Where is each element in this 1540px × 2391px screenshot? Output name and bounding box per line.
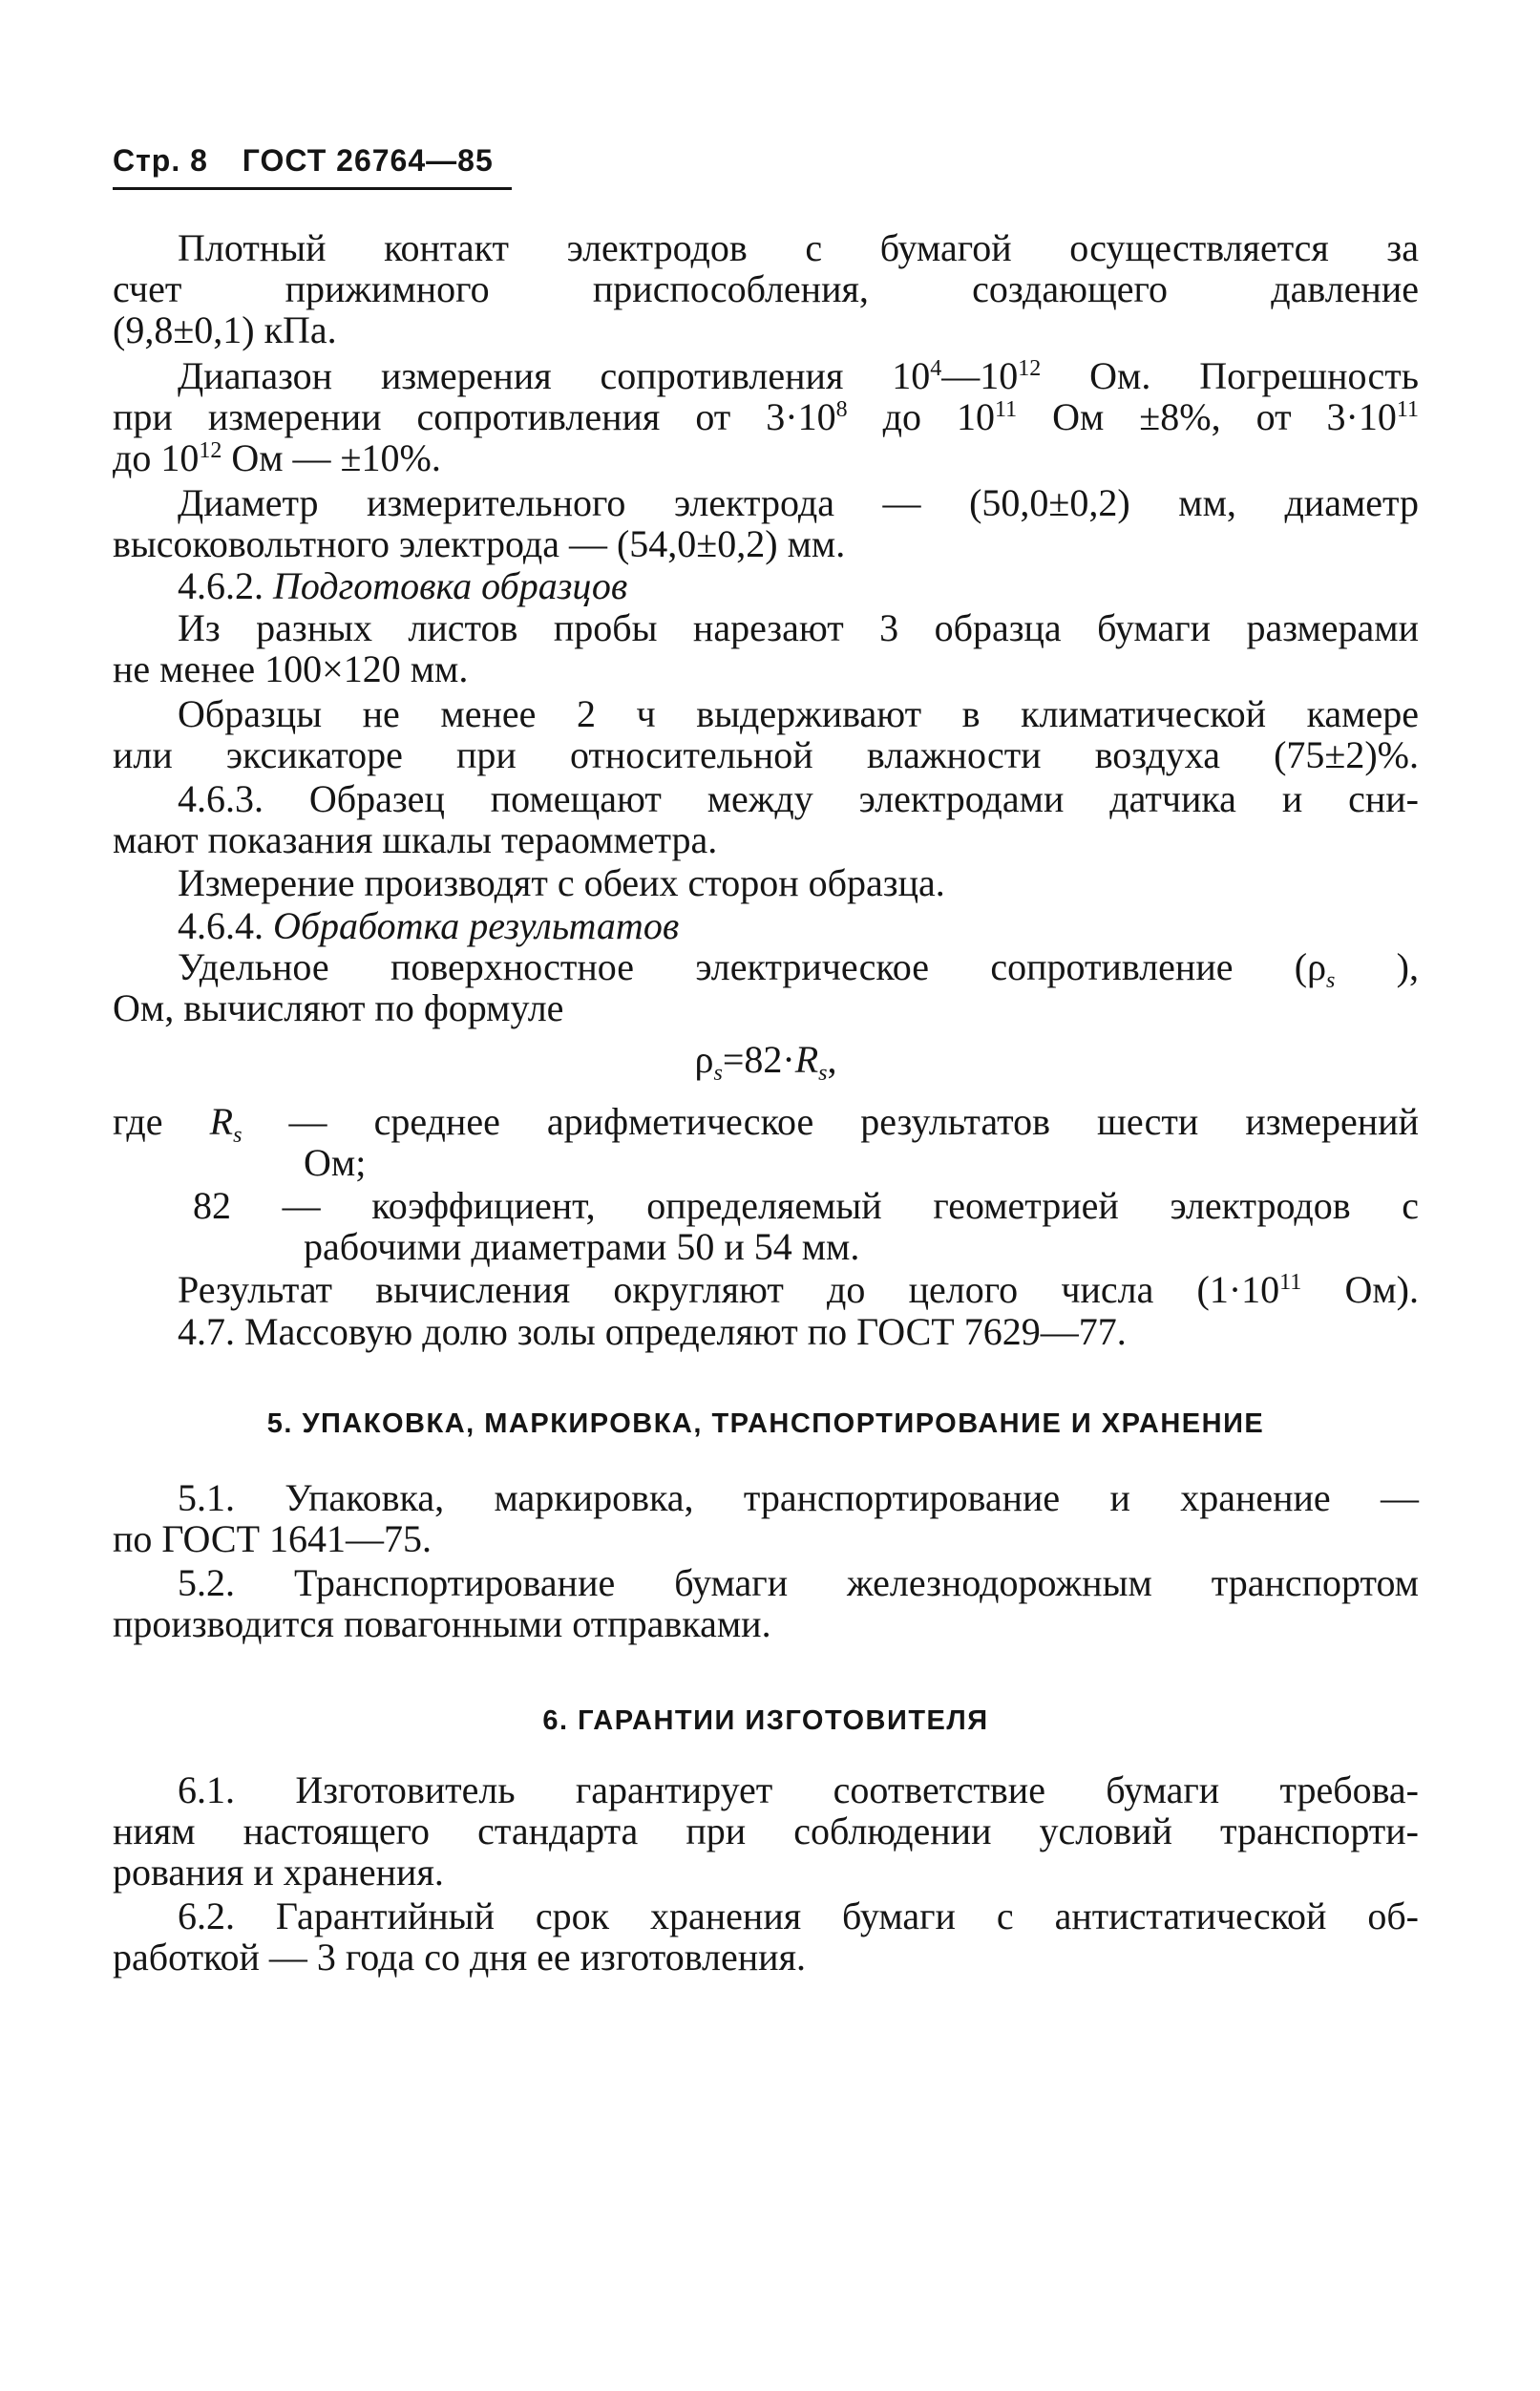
superscript: 12	[1018, 356, 1042, 381]
where-line	[113, 1100, 1419, 1148]
text-line: Ом;	[304, 1141, 367, 1184]
subsection-title	[113, 565, 1419, 607]
text-line: не менее 100×120 мм.	[113, 647, 469, 690]
text-run: Ом).	[1301, 1268, 1419, 1311]
text-line	[113, 355, 1419, 397]
text-line: 5.2. Транспортирование бумаги железнодорожным транспортом	[178, 1561, 1419, 1604]
subsection-title	[113, 905, 1419, 947]
superscript: 11	[1396, 397, 1419, 422]
text-run: до 10	[847, 395, 995, 438]
section-heading: 5. УПАКОВКА, МАРКИРОВКА, ТРАНСПОРТИРОВАНИЕ И ХРАНЕНИЕ	[266, 1408, 1265, 1439]
text-line: 6.2. Гарантийный срок хранения бумаги с антистатической об-	[178, 1894, 1419, 1937]
text-run: — среднее арифметическое результатов шести измерений	[242, 1100, 1419, 1143]
text-run: Ом. Погрешность	[1041, 354, 1419, 397]
superscript: 11	[1279, 1270, 1302, 1295]
text-line: Плотный контакт электродов с бумагой осуществляется за	[178, 226, 1419, 269]
text-line: 4.6.3. Образец помещают между электродами датчика и сни-	[178, 777, 1419, 820]
text-line: мают показания шкалы тераомметра.	[113, 818, 718, 861]
text-run: Диапазон измерения сопротивления 10	[178, 354, 931, 397]
formula-tail: ,	[827, 1038, 837, 1081]
section-heading: 6. ГАРАНТИИ ИЗГОТОВИТЕЛЯ	[542, 1705, 989, 1736]
superscript: 11	[994, 397, 1018, 422]
text-run: где	[113, 1100, 163, 1143]
text-line: рабочими диаметрами 50 и 54 мм.	[304, 1225, 860, 1268]
text-line: Ом, вычисляют по формуле	[113, 986, 564, 1029]
text-line: 82 — коэффициент, определяемый геометрией электродов с	[193, 1184, 1419, 1227]
subsection-name: Подготовка образцов	[273, 564, 628, 607]
text-line: 4.7. Массовую долю золы определяют по ГОСТ 7629—77.	[178, 1310, 1127, 1353]
subscript: s	[818, 1061, 828, 1086]
text-line: (9,8±0,1) кПа.	[113, 308, 337, 351]
text-line: по ГОСТ 1641—75.	[113, 1517, 432, 1560]
text-line: Измерение производят с обеих сторон образца.	[178, 861, 945, 904]
superscript: 4	[930, 356, 942, 381]
page-number: Стр. 8	[113, 143, 208, 178]
text-line: или эксикаторе при относительной влажности воздуха (75±2)%.	[113, 733, 1419, 776]
text-line: Из разных листов пробы нарезают 3 образца бумаги размерами	[178, 606, 1419, 649]
formula-symbol: ρ	[694, 1038, 714, 1081]
superscript: 8	[835, 397, 848, 422]
text-run: Ом ±8%, от 3·10	[1017, 395, 1397, 438]
text-run: при измерении сопротивления от 3·10	[113, 395, 836, 438]
page-header	[113, 143, 494, 179]
subscript: s	[713, 1061, 723, 1086]
text-run: —10	[941, 354, 1019, 397]
standard-code: ГОСТ 26764—85	[242, 143, 494, 178]
formula-variable: R	[794, 1038, 819, 1081]
superscript: 12	[199, 438, 222, 463]
text-run: ),	[1335, 945, 1419, 988]
text-line: 6.1. Изготовитель гарантирует соответствие бумаги требова-	[178, 1768, 1419, 1811]
subsection-name: Обработка результатов	[273, 904, 680, 947]
text-line: Образцы не менее 2 ч выдерживают в климатической камере	[178, 692, 1419, 735]
text-line: счет прижимного приспособления, создающего давление	[113, 267, 1419, 310]
subsection-number: 4.6.4.	[178, 904, 264, 947]
text-line	[113, 396, 1419, 438]
variable: R	[209, 1100, 234, 1143]
subscript: s	[233, 1123, 243, 1148]
text-run: Удельное поверхностное электрическое сопротивление (ρ	[178, 945, 1327, 988]
header-rule	[113, 187, 512, 190]
formula-body: =82·	[722, 1038, 795, 1081]
text-run: Ом — ±10%.	[222, 436, 441, 479]
text-line: производится повагонными отправками.	[113, 1602, 771, 1645]
text-line	[113, 1269, 1419, 1311]
text-line	[113, 437, 1419, 479]
text-line: высоковольтного электрода — (54,0±0,2) мм.	[113, 522, 846, 565]
text-run: Результат вычисления округляют до целого числа (1·10	[178, 1268, 1280, 1311]
text-line: рования и хранения.	[113, 1851, 444, 1894]
formula	[113, 1038, 1419, 1086]
subscript: s	[1326, 968, 1336, 993]
text-run: до 10	[113, 436, 200, 479]
subsection-number: 4.6.2.	[178, 564, 264, 607]
text-line: работкой — 3 года со дня ее изготовления.	[113, 1936, 806, 1978]
text-line: ниям настоящего стандарта при соблюдении условий транспорти-	[113, 1809, 1419, 1852]
text-line: Диаметр измерительного электрода — (50,0±0,2) мм, диаметр	[178, 481, 1419, 524]
text-line	[113, 945, 1419, 993]
text-line: 5.1. Упаковка, маркировка, транспортирование и хранение —	[178, 1476, 1419, 1519]
